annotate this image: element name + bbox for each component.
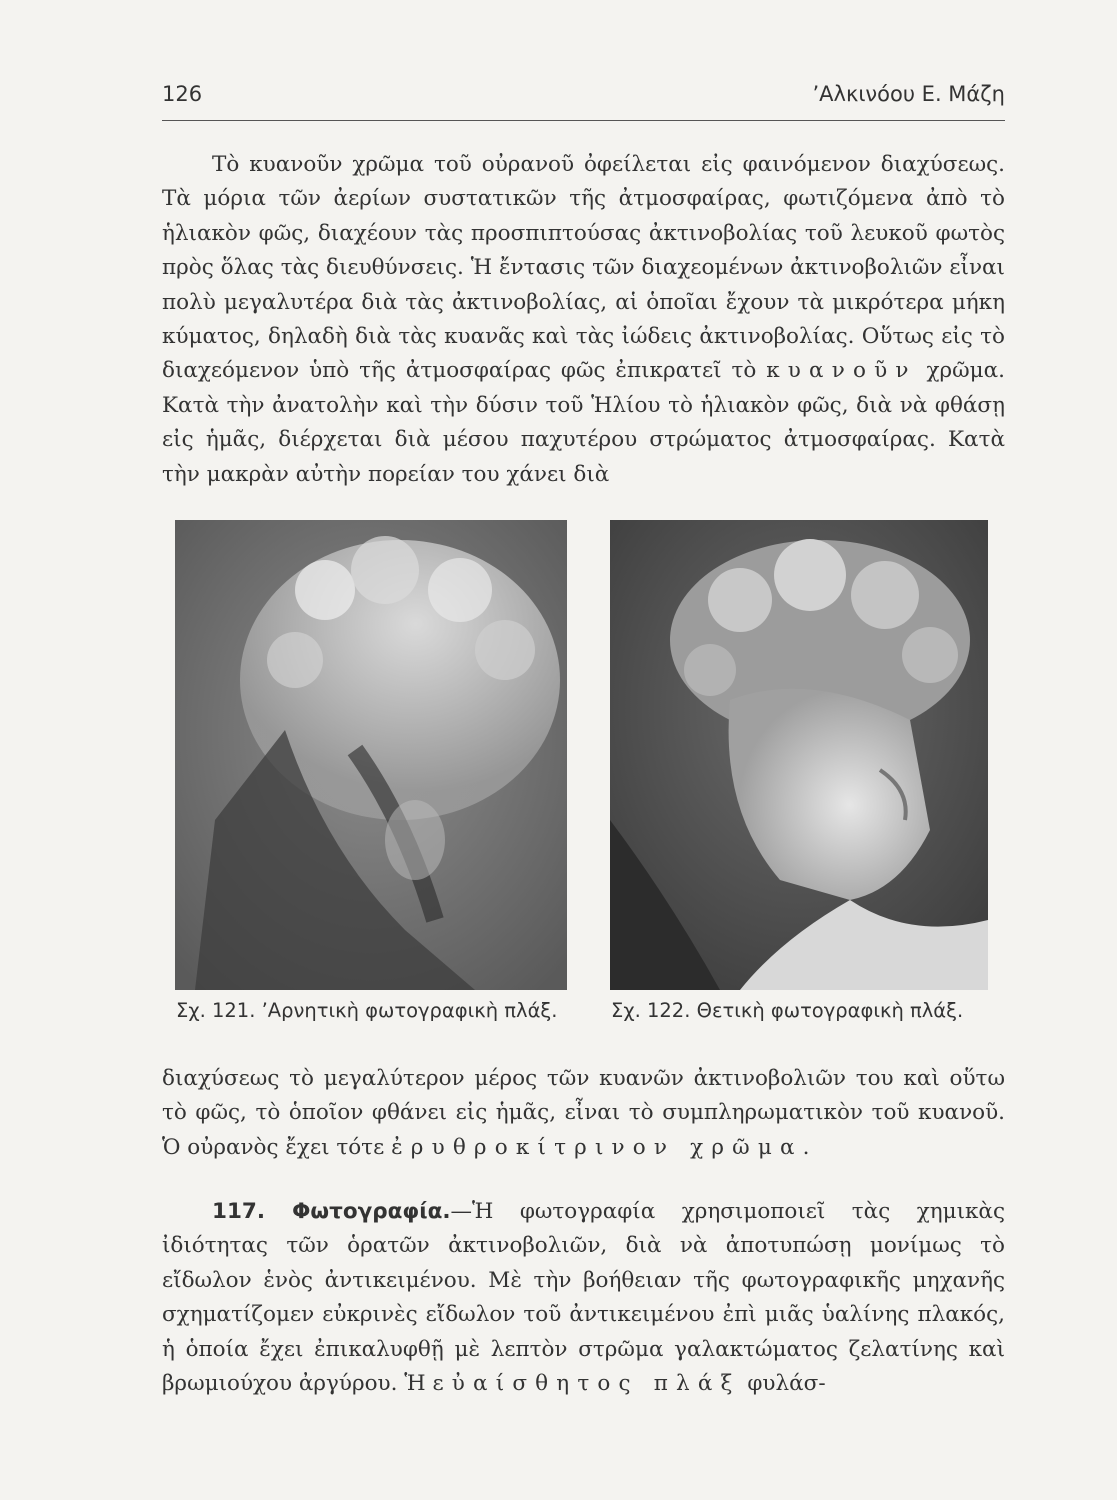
section-heading: 117. Φωτογραφία.	[212, 1199, 451, 1224]
paragraph-sunset-color	[162, 1062, 1005, 1165]
positive-photo-image	[610, 520, 988, 990]
spaced-term: εὐαίσθητος πλάξ	[432, 1371, 741, 1397]
paragraph-text: φυλάσ-	[747, 1371, 826, 1397]
page-number: 126	[162, 82, 203, 106]
paragraph-text: Τὸ κυανοῦν χρῶμα τοῦ οὐρανοῦ ὀφείλεται εἰς φαινόμενον διαχύσεως. Τὰ μόρια τῶν ἀερίων συστατικῶν τῆς ἀτμοσφαίρας, φωτιζόμενα ἀπὸ τὸ ἡλιακὸν φῶς, διαχέουν τὰς προσπιπτούσας ἀκτινοβολίας τοῦ λευκοῦ φωτὸς πρὸς ὅλας τὰς διευθύνσεις. Ἡ ἔντασις τῶν διαχεομένων ἀκτινοβολιῶν εἶναι πολὺ μεγαλυτέρα διὰ τὰς ἀκτινοβολίας, αἱ ὁποῖαι ἔχουν τὰ μικρότερα μήκη κύματος, δηλαδὴ διὰ τὰς κυανᾶς καὶ τὰς ἰώδεις ἀκτινοβολίας. Οὕτως εἰς τὸ διαχεόμενον ὑπὸ τῆς ἀτμοσφαίρας φῶς ἐπικρατεῖ τὸ	[162, 152, 1005, 384]
figure-caption-121: Σχ. 121. ’Αρνητικὴ φωτογραφικὴ πλάξ.	[176, 999, 558, 1022]
paragraph-text: χρῶμα. Κατὰ τὴν ἀνατολὴν καὶ τὴν δύσιν τοῦ Ἡλίου τὸ ἡλιακὸν φῶς, διὰ νὰ φθάσῃ εἰς ἡμᾶς, διέρχεται διὰ μέσου παχυτέρου στρώματος ἀτμοσφαίρας. Κατὰ τὴν μακρὰν αὐτὴν πορείαν του χάνει διὰ	[162, 358, 1005, 487]
section-photography	[162, 1195, 1005, 1401]
figure-positive-plate	[610, 520, 988, 990]
paragraph-text: Ἡ φωτογραφία χρησιμοποιεῖ τὰς χημικὰς ἰδιότητας τῶν ὁρατῶν ἀκτινοβολιῶν, διὰ νὰ ἀποτυπώσῃ μονίμως τὸ εἴδωλον ἑνὸς ἀντικειμένου. Μὲ τὴν βοήθειαν τῆς φωτογραφικῆς μηχανῆς σχηματίζομεν εὐκρινὲς εἴδωλον τοῦ ἀντικειμένου ἐπὶ μιᾶς ὑαλίνης πλακός, ἡ ὁποία ἔχει ἐπικαλυφθῇ μὲ λεπτὸν στρῶμα γαλακτώματος ζελατίνης καὶ βρωμιούχου ἀργύρου. Ἡ	[162, 1199, 1005, 1397]
negative-photo-image	[175, 520, 567, 990]
spaced-term: ἐρυθροκίτρινον χρῶμα.	[391, 1134, 818, 1160]
figure-caption-122: Σχ. 122. Θετικὴ φωτογραφικὴ πλάξ.	[611, 999, 964, 1022]
header-rule	[162, 120, 1005, 121]
figure-negative-plate	[175, 520, 567, 990]
running-title: ’Αλκινόου Ε. Μάζη	[812, 82, 1005, 106]
paragraph-text: διαχύσεως τὸ μεγαλύτερον μέρος τῶν κυανῶν ἀκτινοβολιῶν του καὶ οὕτω τὸ φῶς, τὸ ὁποῖον φθάνει εἰς ἡμᾶς, εἶναι τὸ συμπληρωματικὸν τοῦ κυανοῦ. Ὁ οὐρανὸς ἔχει τότε	[162, 1066, 1005, 1160]
spaced-term: κυανοῦν	[766, 358, 917, 384]
heading-dash: —	[450, 1199, 473, 1224]
paragraph-sky-color	[162, 148, 1005, 492]
page-header	[162, 82, 1005, 122]
